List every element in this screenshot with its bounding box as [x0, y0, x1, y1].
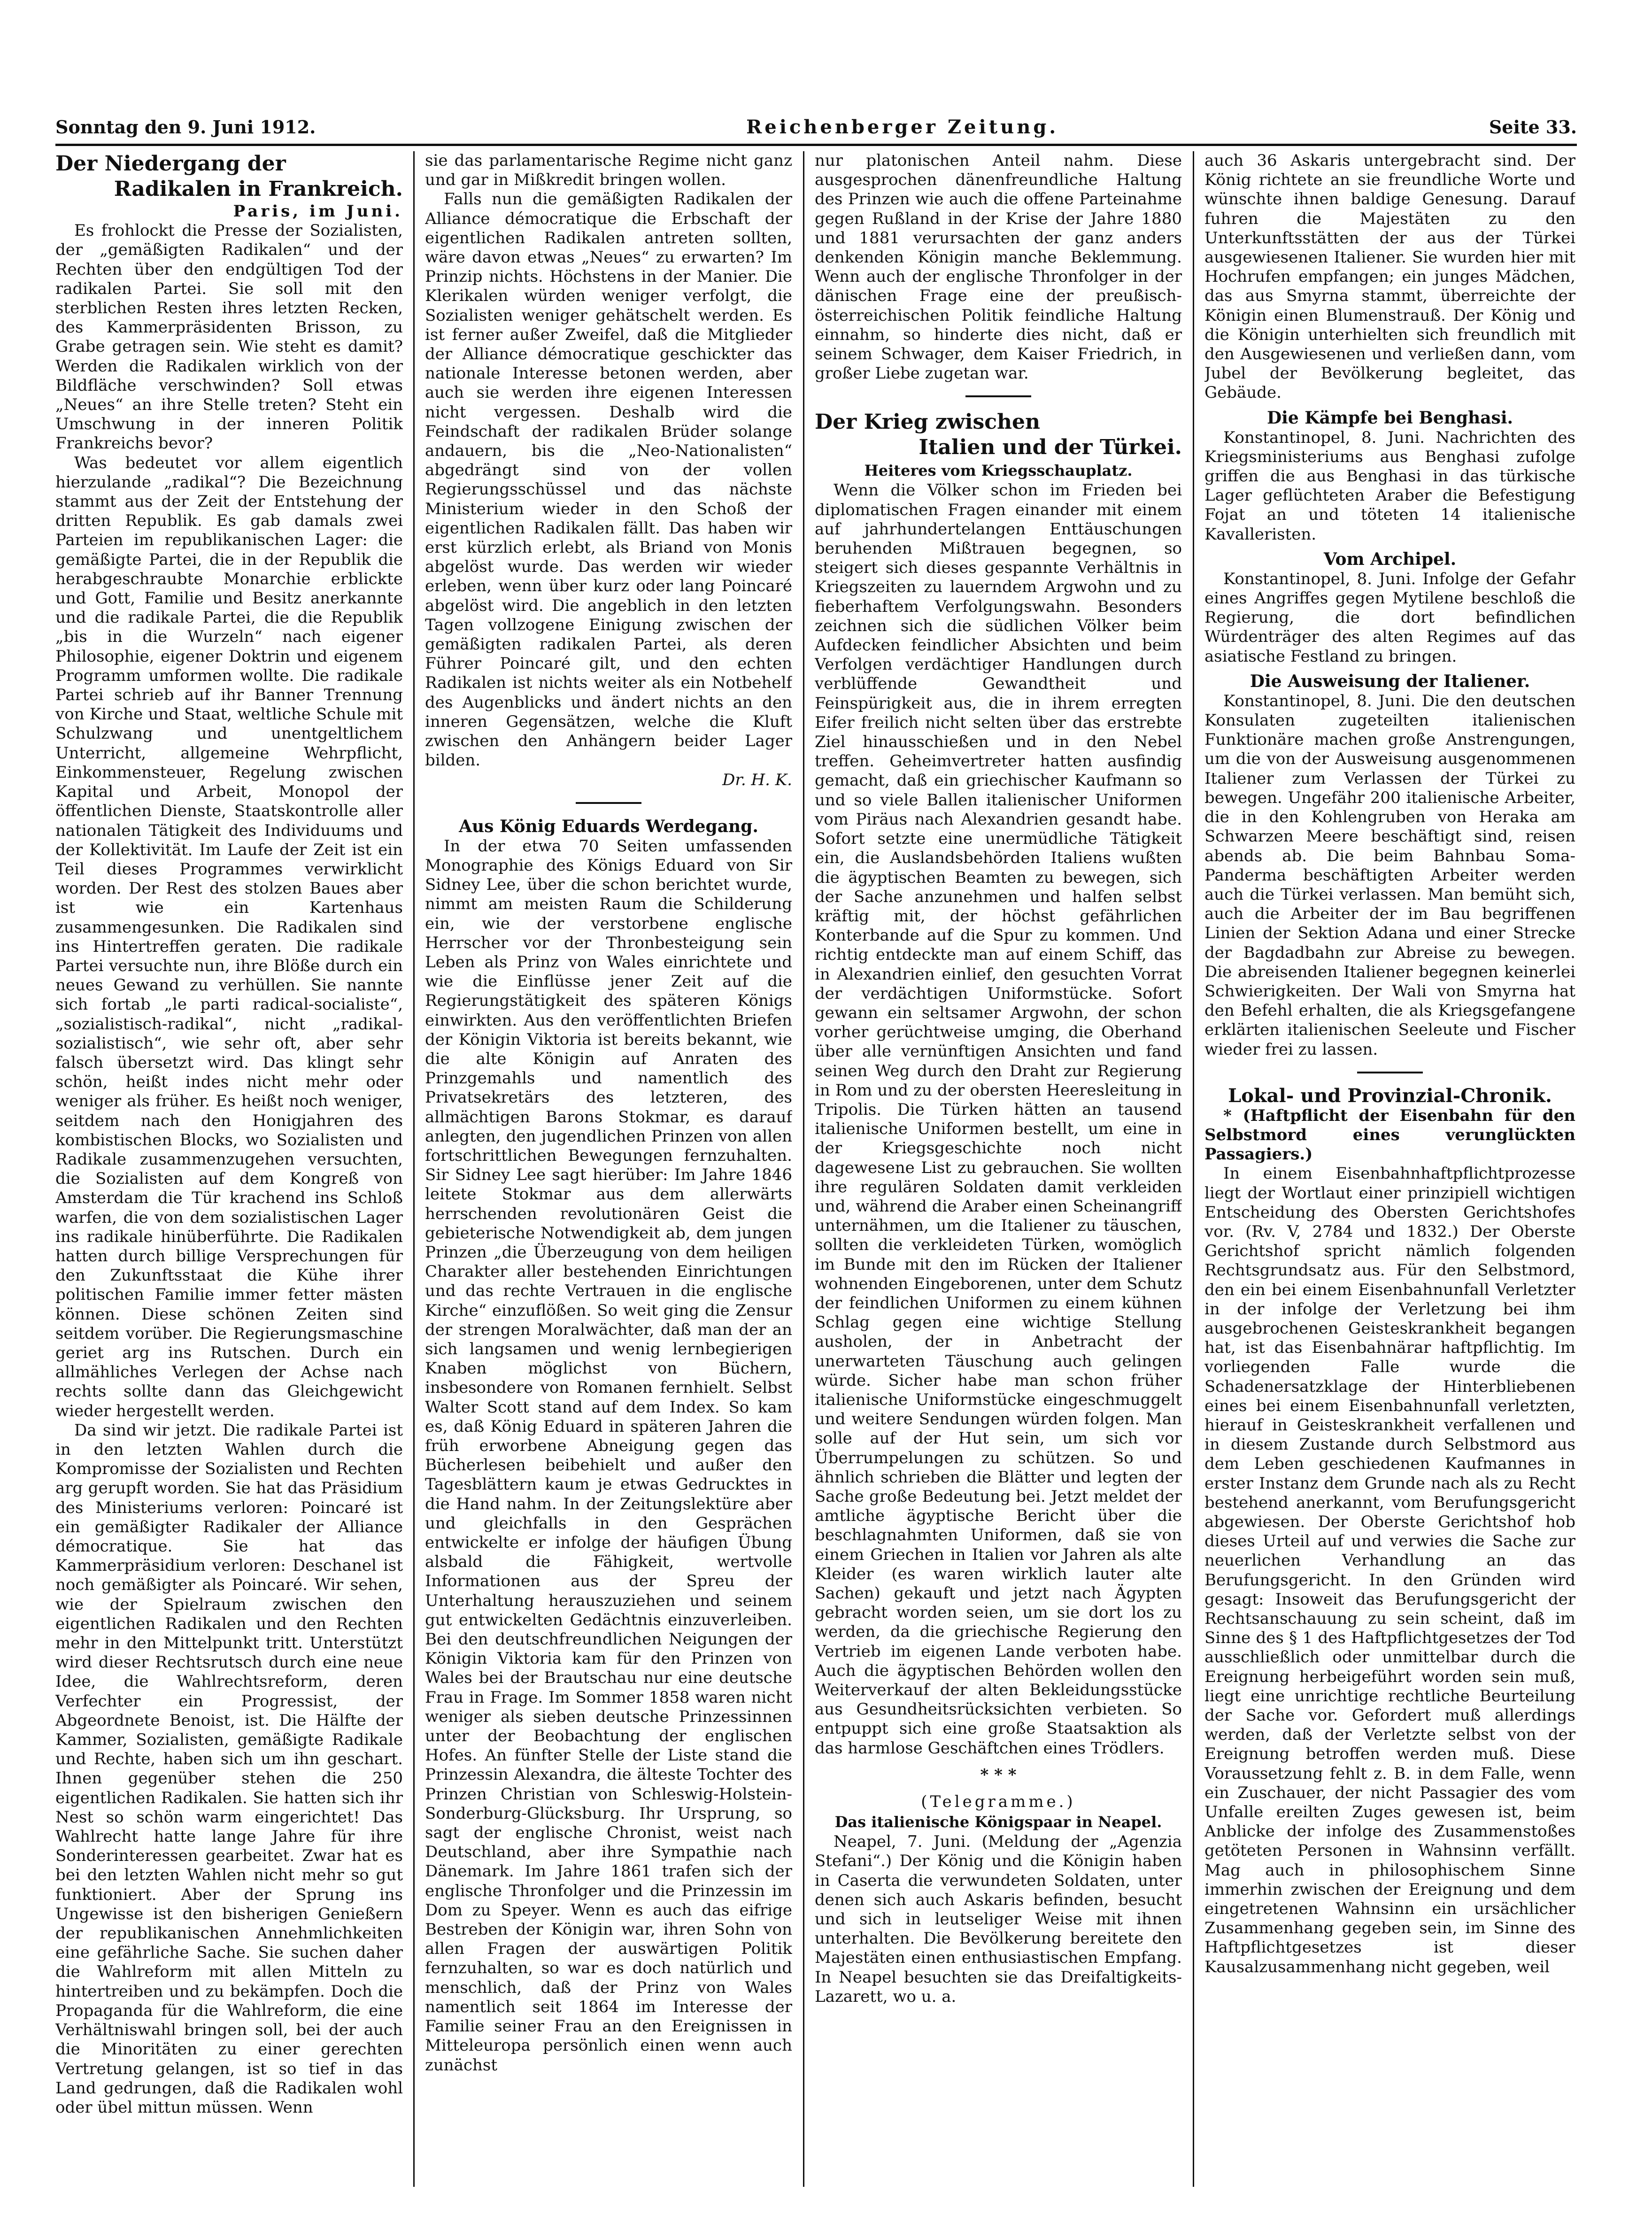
header-rule	[55, 144, 1577, 146]
column-4	[1204, 151, 1575, 2196]
article-title-line2: Radikalen in Frankreich.	[114, 177, 403, 201]
paragraph: In der etwa 70 Seiten umfassenden Monographie des Königs Eduard von Sir Sidney Lee, über die schon berichtet wurde, nimmt am meisten Raum die Schilderung ein, wie der verstorbene englische Herrscher vor der Thronbesteigung sein Leben als Prinz von Wales einrichtete und wie die Einflüsse jener Zeit auf die Regierungstätigkeit des späteren Königs einwirkten. Aus den veröffentlichten Briefen der Königin Viktoria ist bereits bekannt, wie die alte Königin auf Anraten des Prinzgemahls und namentlich des Privatsekretärs des letzteren, des allmächtigen Barons Stokmar, es darauf anlegten, den jugendlichen Prinzen von allen fortschrittlichen Bewegungen fernzuhalten. Sir Sidney Lee sagt hierüber: Im Jahre 1846 leitete Stokmar aus dem allerwärts herrschenden revolutionären Geist die gebieterische Notwendigkeit ab, dem jungen Prinzen „die Überzeugung von dem heiligen Charakter aller bestehenden Einrichtungen und das rechte Vertrauen in die englische Kirche“ einzuflößen. So weit ging die Zensur der strengen Moralwächter, daß man der an sich langsamen und wenig lernbegierigen Knaben möglichst von Büchern, insbesondere von Romanen fernhielt. Selbst Walter Scott stand auf dem Index. So kam es, daß König Eduard in späteren Jahren die früh erworbene Abneigung gegen das Bücherlesen beibehielt und außer den Tagesblättern kaum je etwas Gedrucktes in die Hand nahm. In der Zeitungslektüre aber und gleichfalls in den Gesprächen entwickelte er infolge der häufigen Übung alsbald die Fähigkeit, wertvolle Informationen aus der Spreu der Unterhaltung herauszuziehen und seinem gut entwickelten Gedächtnis einzuverleiben. Bei den deutschfreundlichen Neigungen der Königin Viktoria kam für den Prinzen von Wales bei der Brautschau nur eine deutsche Frau in Frage. Im Sommer 1858 waren nicht weniger als sieben deutsche Prinzessinnen unter der Beobachtung der englischen Hofes. An fünfter Stelle der Liste stand die Prinzessin Alexandra, die älteste Tochter des Prinzen Christian von Schleswig-Holstein-Sonderburg-Glücksburg. Ihr Ursprung, so sagt der englische Chronist, weist nach Deutschland, aber ihre Sympathie nach Dänemark. Im Jahre 1861 trafen sich der englische Thronfolger und die Prinzessin im Dom zu Speyer. Wenn es auch das eifrige Bestreben der Königin war, ihren Sohn von allen Fragen der auswärtigen Politik fernzuhalten, so war es doch natürlich und menschlich, daß der Prinz von Wales namentlich seit 1864 im Interesse der Familie seiner Frau an den Ereignissen in Mitteleuropa persönlich einen wenn auch zunächst	[425, 836, 792, 2075]
paragraph: Es frohlockt die Presse der Sozialisten, der „gemäßigten Radikalen“ und der Rechten über den endgültigen Tod der radikalen Partei. Sie soll mit den sterblichen Resten ihres letzten Recken, des Kammerpräsidenten Brisson, zu Grabe getragen sein. Wie steht es damit? Werden die Radikalen wirklich von der Bildfläche verschwinden? Soll etwas „Neues“ an ihre Stelle treten? Steht ein Umschwung in der inneren Politik Frankreichs bevor?	[55, 221, 403, 453]
page-header	[55, 113, 1577, 141]
separator	[965, 395, 1031, 397]
paragraph: Konstantinopel, 8. Juni. Die den deutschen Konsulaten zugeteilten italienischen Funktionäre machen große Anstrengungen, um die von der Ausweisung ausgenommenen Italiener zum Verlassen der Türkei zu bewegen. Ungefähr 200 italienische Arbeiter, die in den Kohlengruben von Heraka am Schwarzen Meere beschäftigt sind, reisen abends ab. Die beim Bahnbau Soma-Panderma beschäftigten Arbeiter werden auch die Türkei verlassen. Man bemüht sich, auch die Arbeiter der im Bau begriffenen Linien der Sektion Adana und einer Strecke der Bagdadbahn zur Abreise zu bewegen. Die abreisenden Italiener begegnen keinerlei Schwierigkeiten. Der Wali von Smyrna hat den Befehl erhalten, die als Kriegsgefangene erklärten italienischen Seeleute und Fischer wieder frei zu lassen.	[1204, 691, 1575, 1059]
paragraph: Was bedeutet vor allem eigentlich hierzulande „radikal“? Die Bezeichnung stammt aus der Zeit der Entstehung der dritten Republik. Es gab damals zwei Parteien im republikanischen Lager: die gemäßigte Partei, die in der Republik die herabgeschraubte Monarchie erblickte und Gott, Familie und Besitz anerkannte und die radikale Partei, die die Republik „bis in die Wurzeln“ nach eigener Philosophie, eigener Doktrin und eigenem Programm umformen wollte. Die radikale Partei schrieb auf ihr Banner Trennung von Kirche und Staat, weltliche Schule mit Schulzwang und unentgeltlichem Unterricht, allgemeine Wehrpflicht, Einkommensteuer, Regelung zwischen Kapital und Arbeit, Monopol der öffentlichen Dienste, Staatskontrolle aller nationalen Tätigkeit des Individuums und der Kollektivität. Im Laufe der Zeit ist ein Teil dieses Programmes verwirklicht worden. Der Rest des stolzen Baues aber ist wie ein Kartenhaus zusammengesunken. Die Radikalen sind ins Hintertreffen geraten. Die radikale Partei versuchte nun, ihre Blöße durch ein neues Gewand zu verhüllen. Sie nannte sich fortab „le parti radical-socialiste“, „sozialistisch-radikal“, nicht „radikal-sozialistisch“, wie sehr oft, aber sehr falsch übersetzt wird. Das klingt sehr schön, heißt indes nicht mehr oder weniger als früher. Es heißt noch weniger, seitdem nach den Honigjahren des kombistischen Blocks, wo Sozialisten und Radikale zusammenzugehen versuchten, die Sozialisten auf dem Kongreß von Amsterdam die Tür krachend ins Schloß warfen, die von dem sozialistischen Lager ins radikale hinüberführte. Die Radikalen hatten durch billige Versprechungen für den Zukunftsstaat die Kühe ihrer politischen Familie immer fetter mästen können. Diese schönen Zeiten sind seitdem vorüber. Die Regierungsmaschine geriet arg ins Rutschen. Durch ein allmähliches Verlegen der Achse nach rechts sollte dann das Gleichgewicht wieder hergestellt werden.	[55, 453, 403, 1420]
section-heading: Die Ausweisung der Italiener.	[1250, 671, 1530, 691]
section-title: Lokal- und Provinzial-Chronik.	[1228, 1084, 1552, 1107]
section-heading: Die Kämpfe bei Benghasi.	[1266, 408, 1513, 428]
section-stars: * * *	[980, 1765, 1017, 1784]
paragraph: Da sind wir jetzt. Die radikale Partei ist in den letzten Wahlen durch die Kompromisse der Sozialisten und Rechten arg gerupft worden. Sie hat das Präsidium des Ministeriums verloren: Poincaré ist ein gemäßigter Radikaler der Alliance démocratique. Sie hat das Kammerpräsidium verloren: Deschanel ist noch gemäßigter als Poincaré. Wir sehen, wie der Spielraum zwischen den eigentlichen Radikalen und den Rechten mehr in den Mittelpunkt tritt. Unterstützt wird dieser Rechtsrutsch durch eine neue Idee, die Wahlrechtsreform, deren Verfechter ein Progressist, der Abgeordnete Benoist, ist. Die Hälfte der Kammer, Sozialisten, gemäßigte Radikale und Rechte, haben sich um ihn geschart. Ihnen gegenüber stehen die 250 eigentlichen Radikalen. Sie hatten sich ihr Nest so schön warm eingerichtet! Das Wahlrecht hatte lange Jahre für ihre Sonderinteressen gearbeitet. Zwar hat es bei den letzten Wahlen nicht mehr so gut funktioniert. Aber der Sprung ins Ungewisse ist den bisherigen Genießern der republikanischen Annehmlichkeiten eine gefährliche Sache. Sie suchen daher die Wahlreform mit allen Mitteln zu hintertreiben und zu bekämpfen. Doch die Propaganda für die Wahlreform, die eine Verhältniswahl bringen soll, bei der auch die Minoritäten zu einer gerechten Vertretung gelangen, ist so tief in das Land gedrungen, daß die Radikalen wohl oder übel mittun müssen. Wenn	[55, 1420, 403, 2117]
separator	[1357, 1072, 1423, 1073]
paragraph: auch 36 Askaris untergebracht sind. Der König richtete an sie freundliche Worte und wünschte ihnen baldige Genesung. Darauf fuhren die Majestäten zu den Unterkunftsstätten der aus der Türkei ausgewiesenen Italiener. Sie wurden hier mit Hochrufen empfangen; ein junges Mädchen, das aus Smyrna stammt, überreichte der Königin einen Blumenstrauß. Der König und die Königin unterhielten sich freundlich mit den Ausgewiesenen und verließen dann, vom Jubel der Bevölkerung begleitet, das Gebäude.	[1204, 151, 1575, 402]
article-title-line1: Der Krieg zwischen	[815, 410, 1040, 434]
column-divider	[413, 151, 415, 2187]
column-divider	[1193, 151, 1194, 2187]
paragraph: Konstantinopel, 8. Juni. Infolge der Gefahr eines Angriffes gegen Mytilene beschloß die Regierung, die dort befindlichen Würdenträger des alten Regimes auf das asiatische Festland zu bringen.	[1204, 569, 1575, 666]
paragraph: Konstantinopel, 8. Juni. Nachrichten des Kriegsministeriums aus Benghasi zufolge griffen die aus Benghasi in das türkische Lager geflüchteten Araber die Befestigung Fojat an und töteten 14 italienische Kavalleristen.	[1204, 428, 1575, 544]
paragraph: sie das parlamentarische Regime nicht ganz und gar in Mißkredit bringen wollen.	[425, 151, 792, 190]
article-lead: * (Haftpflicht der Eisenbahn für den Selbstmord eines verunglückten Passagiers.)	[1204, 1106, 1575, 1164]
paragraph: In einem Eisenbahnhaftpflichtprozesse liegt der Wortlaut einer prinzipiell wichtigen Entscheidung des Obersten Gerichtshofes vor. (Rv. V, 2784 und 1832.) Der Oberste Gerichtshof spricht nämlich folgenden Rechtsgrundsatz aus. Für den Selbstmord, den ein bei einem Eisenbahnunfall Verletzter in der infolge der Verletzung bei ihm ausgebrochenen Geisteskrankheit begangen hat, ist das Eisenbahnärar haftpflichtig. Im vorliegenden Falle wurde die Schadenersatzklage der Hinterbliebenen eines bei einem Eisenbahnunfall verletzten, hierauf in Geisteskrankheit verfallenen und in diesem Zustande durch Selbstmord aus dem Leben geschiedenen Kaufmannes in erster Instanz dem Grunde nach als zu Recht bestehend anerkannt, vom Berufungsgericht abgewiesen. Der Oberste Gerichtshof hob dieses Urteil auf und verwies die Sache zur neuerlichen Verhandlung an das Berufungsgericht. In den Gründen wird gesagt: Insoweit das Berufungsgericht der Rechtsanschauung zu sein scheint, daß im Sinne des § 1 des Haftpflichtgesetzes der Tod ausschließlich oder unmittelbar durch die Ereignung herbeigeführt worden sein muß, liegt eine unrichtige rechtliche Beurteilung der Sache vor. Gefordert muß allerdings werden, daß der Verletzte selbst von der Ereignung betroffen werden muß. Diese Voraussetzung fehlt z. B. in dem Falle, wenn ein Zuschauer, der nicht Passagier des vom Unfalle ereilten Zuges gewesen ist, beim Anblicke der infolge des Zusammenstoßes getöteten Personen in Wahnsinn verfällt. Mag auch in philosophischem Sinne immerhin zwischen der Ereignung und dem eingetretenen Wahnsinn ein ursächlicher Zusammenhang gegeben sein, im Sinne des Haftpflichtgesetzes ist dieser Kausalzusammenhang nicht gegeben, weil	[1204, 1164, 1575, 1976]
article-title-line1: Der Niedergang der	[55, 152, 286, 176]
author-signature: Dr. H. K.	[722, 770, 792, 789]
column-3	[815, 151, 1182, 2196]
column-2	[425, 151, 792, 2196]
paragraph: Falls nun die gemäßigten Radikalen der Alliance démocratique die Erbschaft der eigentlichen Radikalen antreten sollten, wäre davon etwas „Neues“ zu erwarten? Im Prinzip nichts. Höchstens in der Manier. Die Klerikalen würden weniger verfolgt, die Sozialisten weniger gehätschelt werden. Es ist ferner außer Zweifel, daß die Mitglieder der Alliance démocratique geschickter das nationale Interesse betonen werden, aber auch sie werden ihre eigenen Interessen nicht vergessen. Deshalb wird die Feindschaft der radikalen Brüder solange andauern, bis die „Neo-Nationalisten“ abgedrängt sind von der vollen Regierungsschüssel und das nächste Ministerium wieder in den Schoß der eigentlichen Radikalen fällt. Das haben wir erst kürzlich erlebt, als Briand von Monis abgelöst wurde. Das werden wir wieder erleben, wenn über kurz oder lang Poincaré abgelöst wird. Die angeblich in den letzten Tagen vollzogene Einigung zwischen der gemäßigten radikalen Partei, als deren Führer Poincaré gilt, und den echten Radikalen ist nichts weiter als ein Notbehelf des Augenblicks und ändert nichts an den inneren Gegensätzen, welche die Kluft zwischen den Anhängern beider Lager bilden.	[425, 190, 792, 770]
paragraph: Wenn die Völker schon im Frieden bei diplomatischen Fragen einander mit einem auf jahrhundertelangen Enttäuschungen beruhenden Mißtrauen begegnen, so steigert sich dieses gespannte Verhältnis in Kriegszeiten zu lauerndem Argwohn und zu fieberhaftem Verfolgungswahn. Besonders zeichnen sich die südlichen Völker beim Aufdecken feindlicher Absichten und beim Verfolgen verdächtiger Handlungen durch verblüffende Gewandtheit und Feinspürigkeit aus, die in ihrem erregten Eifer freilich nicht selten über das erstrebte Ziel hinausschießen und in den Nebel treffen. Geheimvertreter hatten ausfindig gemacht, daß ein griechischer Kaufmann so und so viele Ballen italienischer Uniformen vom Piräus nach Alexandrien gesandt habe. Sofort setzte eine unermüdliche Tätigkeit ein, die Auslandsbehörden Italiens wußten die ägyptischen Beamten zu bewegen, sich der Sache anzunehmen und halfen selbst kräftig mit, der höchst gefährlichen Konterbande auf die Spur zu kommen. Und richtig entdeckte man auf einem Schiff, das in Alexandrien einlief, den gesuchten Vorrat der verdächtigen Uniformstücke. Sofort gewann ein seltsamer Argwohn, der schon vorher gerüchtweise umging, die Oberhand über alle vernünftigen Ansichten und fand seinen Weg durch den Draht zur Regierung in Rom und zu der obersten Heeresleitung in Tripolis. Die Türken hätten an tausend italienische Uniformen bestellt, um eine in der Kriegsgeschichte noch nicht dagewesene List zu gebrauchen. Sie wollten ihre regulären Soldaten damit verkleiden und, während die Araber einen Scheinangriff unternähmen, um die Italiener zu täuschen, sollten die verkleideten Türken, womöglich im Bunde mit den im Rücken der Italiener wohnenden Eingeborenen, unter dem Schutz der feindlichen Uniformen zu einem kühnen Schlag gegen eine wichtige Stellung ausholen, der in Anbetracht der unerwarteten Täuschung auch gelingen würde. Sicher habe man schon früher italienische Uniformstücke eingeschmuggelt und weitere Sendungen würden folgen. Man solle auf der Hut sein, um sich vor Überrumpelungen zu schützen. So und ähnlich schrieben die Blätter und legten der Sache große Bedeutung bei. Jetzt meldet der amtliche ägyptische Bericht über die beschlagnahmten Uniformen, daß sie von einem Griechen in Italien vor Jahren als alte Kleider (es waren wirklich lauter alte Sachen) gekauft und jetzt nach Ägypten gebracht worden seien, um sie dort los zu werden, da die griechische Regierung den Vertrieb im eigenen Lande verboten habe. Auch die ägyptischen Behörden wollen den Weiterverkauf der alten Bekleidungsstücke aus Gesundheitsrücksichten verbieten. So entpuppt sich eine große Staatsaktion als das harmlose Geschäftchen eines Trödlers.	[815, 481, 1182, 1758]
telegrams-heading: (Telegramme.)	[921, 1792, 1076, 1812]
dateline: Paris, im Juni.	[233, 202, 403, 221]
article-title-line2: Italien und der Türkei.	[919, 435, 1182, 460]
article-subtitle: Heiteres vom Kriegsschauplatz.	[864, 462, 1133, 480]
column-1	[55, 151, 403, 2196]
page-number: Seite 33.	[1489, 116, 1577, 138]
paragraph: nur platonischen Anteil nahm. Diese ausgesprochen dänenfreundliche Haltung des Prinzen wie auch die offene Parteinahme gegen Rußland in der Krise der Jahre 1880 und 1881 verursachten der ganz anders denkenden Königin manche Beklemmung. Wenn auch der englische Thronfolger in der dänischen Frage eine der preußisch-österreichischen Politik feindliche Haltung einnahm, so hinderte dies nicht, daß er seinem Schwager, dem Kaiser Friedrich, in großer Liebe zugetan war.	[815, 151, 1182, 383]
separator	[576, 802, 641, 804]
section-heading: Vom Archipel.	[1323, 549, 1457, 569]
article-subtitle: Das italienische Königspaar in Neapel.	[834, 1813, 1162, 1831]
article-title: Aus König Eduards Werdegang.	[459, 816, 758, 836]
issue-date: Sonntag den 9. Juni 1912.	[55, 116, 316, 138]
column-divider	[803, 151, 804, 2187]
paragraph: Neapel, 7. Juni. (Meldung der „Agenzia Stefani“.) Der König und die Königin haben in Caserta die verwundeten Soldaten, unter denen sich auch Askaris befinden, besucht und sich in leutseliger Weise mit ihnen unterhalten. Die Bevölkerung bereitete den Majestäten einen enthusiastischen Empfang. In Neapel besuchten sie das Dreifaltigkeits-Lazarett, wo u. a.	[815, 1832, 1182, 2006]
newspaper-title: Reichenberger Zeitung.	[746, 116, 1059, 138]
